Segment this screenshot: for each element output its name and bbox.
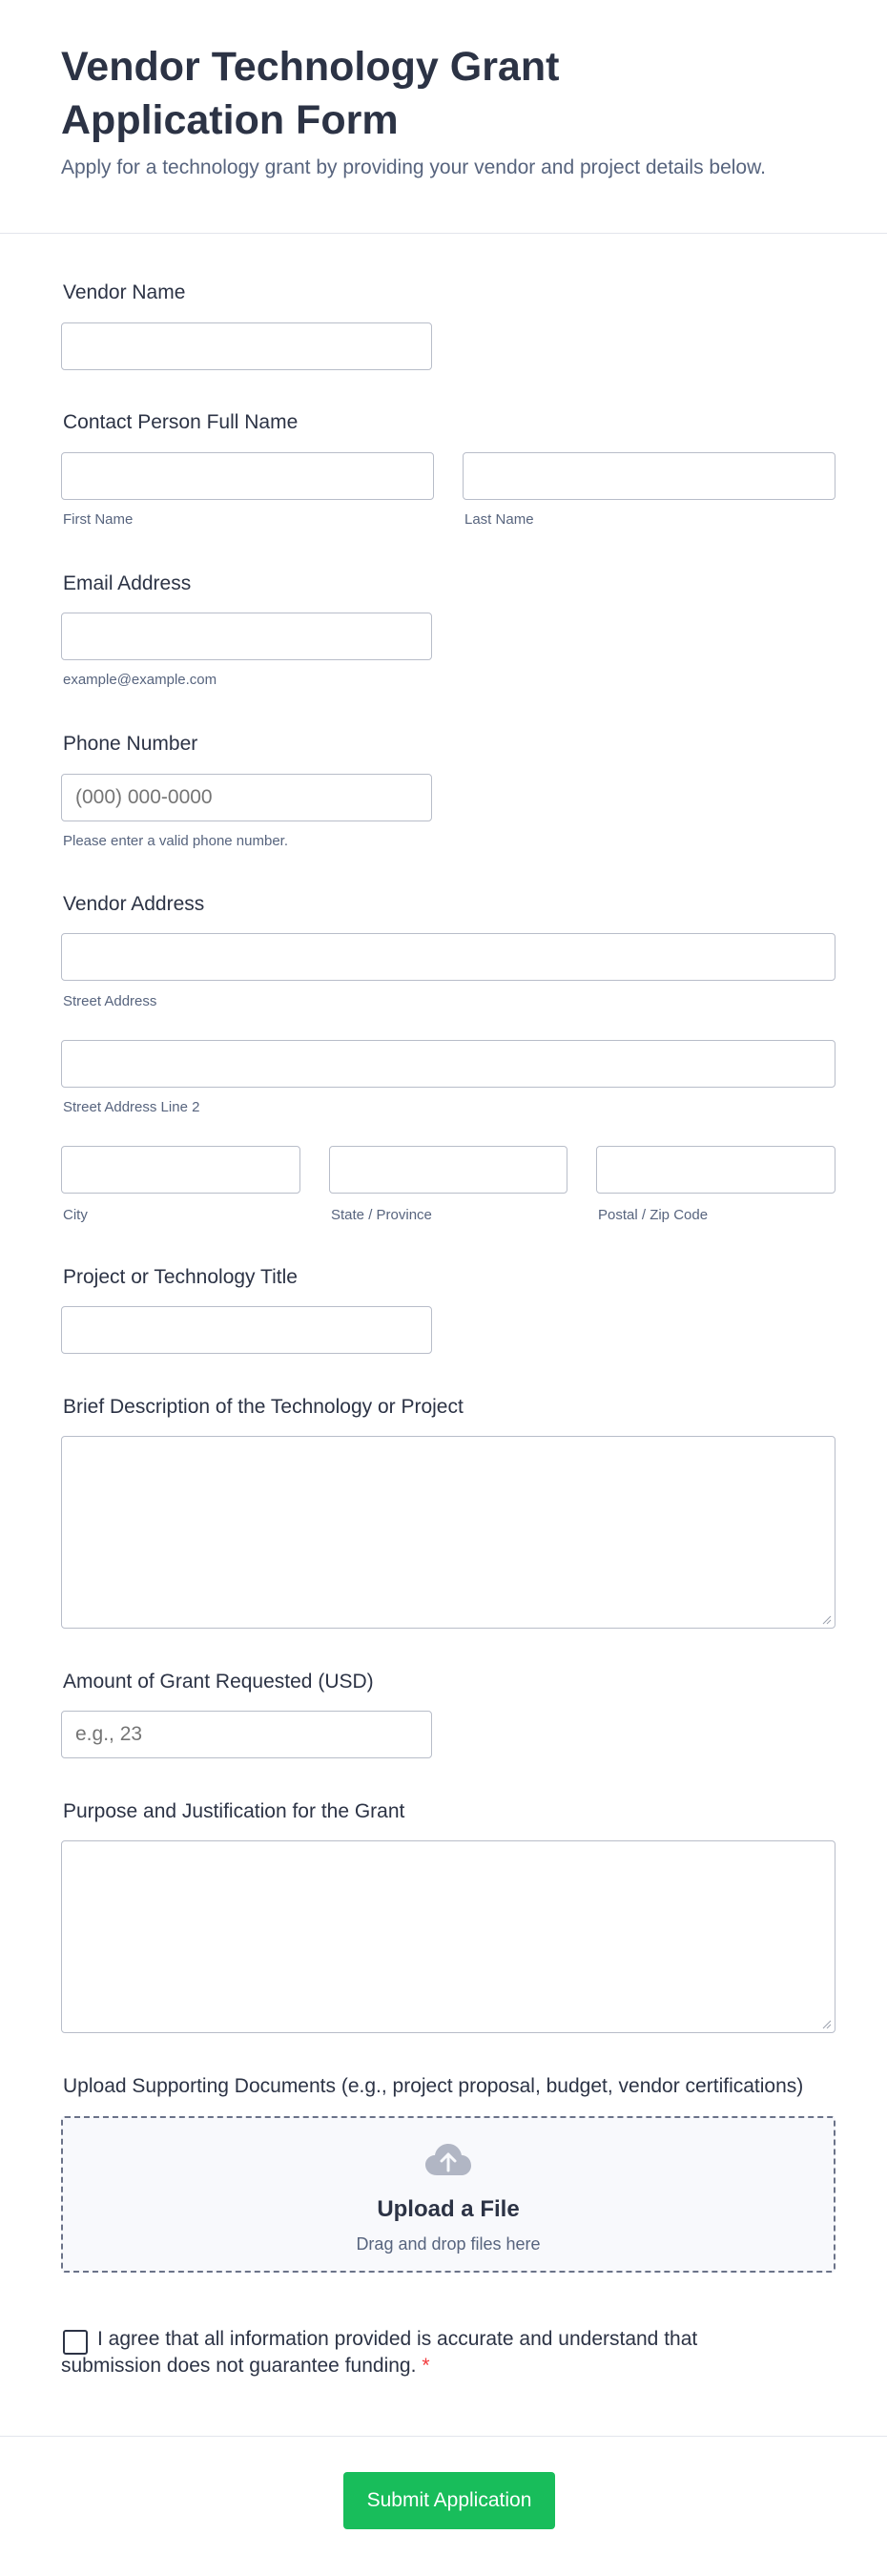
last-name-sublabel: Last Name bbox=[464, 511, 534, 528]
city-sublabel: City bbox=[63, 1207, 88, 1223]
upload-label: Upload Supporting Documents (e.g., project proposal, budget, vendor certifications) bbox=[63, 2075, 804, 2097]
purpose-textarea[interactable] bbox=[61, 1840, 835, 2033]
contact-name-label: Contact Person Full Name bbox=[63, 411, 299, 433]
form-header bbox=[0, 0, 887, 234]
footer-divider bbox=[0, 2436, 887, 2437]
email-sublabel: example@example.com bbox=[63, 672, 217, 688]
first-name-input[interactable] bbox=[61, 452, 434, 500]
phone-label: Phone Number bbox=[63, 733, 198, 755]
zip-sublabel: Postal / Zip Code bbox=[598, 1207, 709, 1223]
upload-subtitle: Drag and drop files here bbox=[356, 2234, 541, 2254]
agreement-text: I agree that all information provided is accurate and understand that submission does not guarantee funding. bbox=[61, 2328, 698, 2377]
required-mark: * bbox=[422, 2355, 430, 2377]
city-input[interactable] bbox=[61, 1146, 300, 1194]
purpose-label: Purpose and Justification for the Grant bbox=[63, 1800, 405, 1822]
amount-input[interactable] bbox=[61, 1711, 432, 1758]
amount-label: Amount of Grant Requested (USD) bbox=[63, 1671, 374, 1693]
email-label: Email Address bbox=[63, 572, 192, 594]
project-title-input[interactable] bbox=[61, 1306, 432, 1354]
cloud-upload-icon bbox=[423, 2141, 473, 2179]
street-address-input[interactable] bbox=[61, 933, 835, 981]
vendor-name-label: Vendor Name bbox=[63, 281, 186, 303]
phone-sublabel: Please enter a valid phone number. bbox=[63, 833, 288, 849]
resize-handle-icon[interactable] bbox=[822, 1615, 832, 1625]
form-title: Vendor Technology Grant Application Form bbox=[61, 44, 560, 143]
first-name-sublabel: First Name bbox=[63, 511, 134, 528]
project-title-label: Project or Technology Title bbox=[63, 1266, 298, 1288]
description-label: Brief Description of the Technology or Project bbox=[63, 1396, 464, 1418]
description-textarea[interactable] bbox=[61, 1436, 835, 1629]
agreement-label[interactable] bbox=[61, 2326, 767, 2379]
last-name-input[interactable] bbox=[463, 452, 835, 500]
form-subtitle: Apply for a technology grant by providing your vendor and project details below. bbox=[61, 156, 766, 178]
street-address-sublabel: Street Address bbox=[63, 993, 157, 1009]
email-input[interactable] bbox=[61, 613, 432, 660]
state-input[interactable] bbox=[329, 1146, 567, 1194]
state-sublabel: State / Province bbox=[331, 1207, 432, 1223]
upload-title: Upload a File bbox=[377, 2196, 520, 2222]
address-label: Vendor Address bbox=[63, 893, 205, 915]
vendor-name-input[interactable] bbox=[61, 322, 432, 370]
street-address-line2-input[interactable] bbox=[61, 1040, 835, 1088]
file-upload-dropzone[interactable] bbox=[61, 2116, 835, 2273]
submit-button[interactable]: Submit Application bbox=[343, 2472, 555, 2529]
phone-input[interactable] bbox=[61, 774, 432, 821]
zip-input[interactable] bbox=[596, 1146, 835, 1194]
resize-handle-icon[interactable] bbox=[822, 2020, 832, 2029]
street-address-line2-sublabel: Street Address Line 2 bbox=[63, 1099, 200, 1115]
